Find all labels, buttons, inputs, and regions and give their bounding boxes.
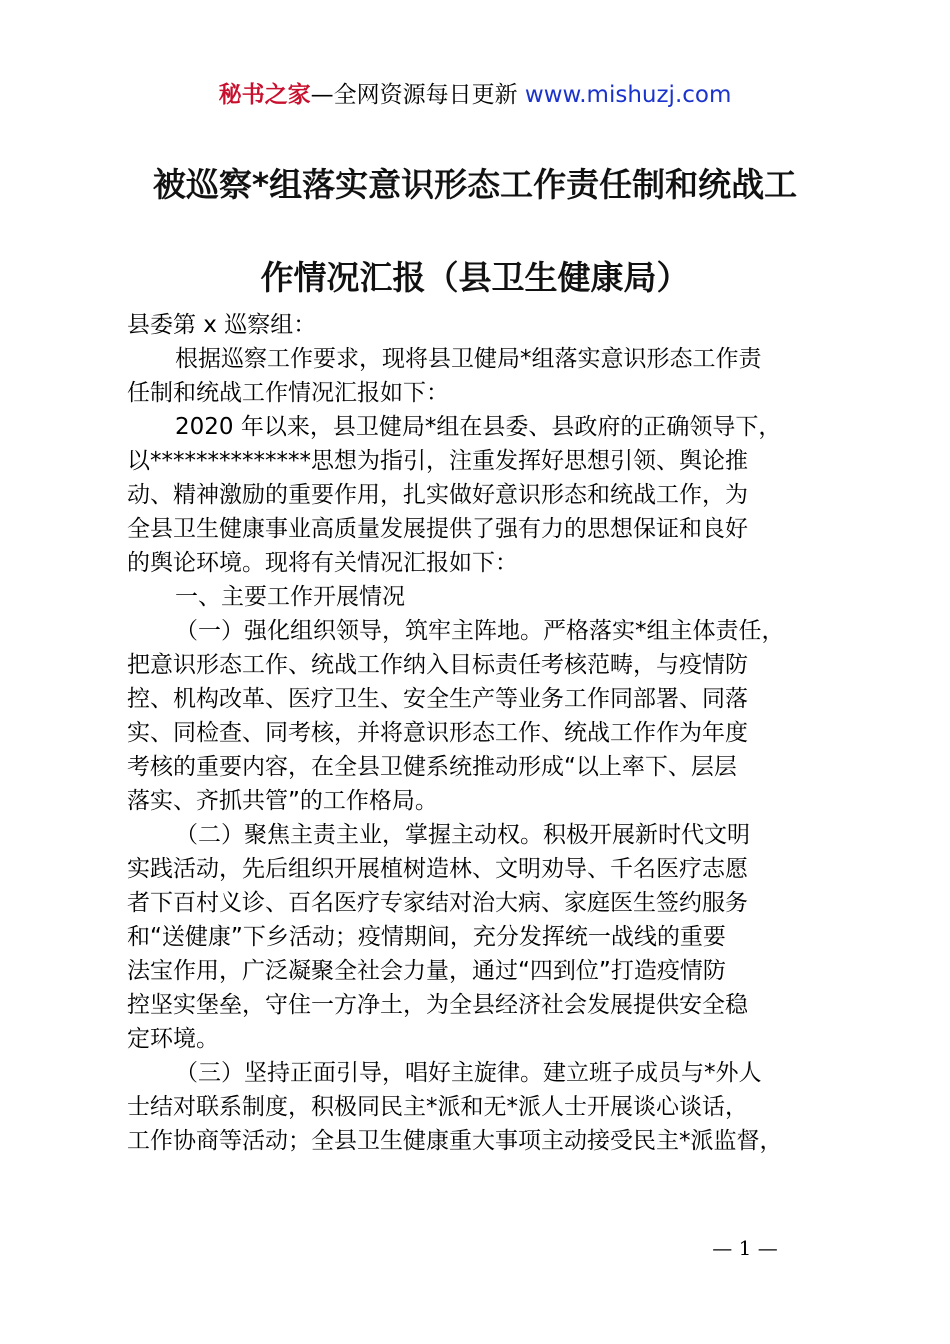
salutation: 县委第 x 巡察组： bbox=[127, 312, 317, 338]
paragraph-line: 根据巡察工作要求，现将县卫健局*组落实意识形态工作责 bbox=[175, 346, 762, 372]
paragraph-line: 落实、齐抓共管”的工作格局。 bbox=[127, 788, 438, 814]
document-title-line-2: 作情况汇报（县卫生健康局） bbox=[260, 258, 690, 297]
paragraph-line: （一）强化组织领导，筑牢主阵地。严格落实*组主体责任， bbox=[175, 618, 785, 644]
paragraph bbox=[127, 580, 867, 614]
paragraph-line: 和“送健康”下乡活动；疫情期间，充分发挥统一战线的重要 bbox=[127, 924, 726, 950]
paragraph-line: 工作协商等活动；全县卫生健康重大事项主动接受民主*派监督， bbox=[127, 1128, 783, 1154]
paragraph bbox=[127, 410, 867, 580]
paragraph bbox=[127, 1056, 867, 1158]
paragraph-line: 2020 年以来，县卫健局*组在县委、县政府的正确领导下， bbox=[175, 414, 782, 440]
site-url-link[interactable]: www.mishuzj.com bbox=[524, 82, 732, 108]
paragraph-line: 以**************思想为指引，注重发挥好思想引领、舆论推 bbox=[127, 448, 748, 474]
paragraph-line: 考核的重要内容，在全县卫健系统推动形成“以上率下、层层 bbox=[127, 754, 737, 780]
paragraph-line: 实、同检查、同考核，并将意识形态工作、统战工作作为年度 bbox=[127, 720, 748, 746]
paragraph-line: 控坚实堡垒，守住一方净土，为全县经济社会发展提供安全稳 bbox=[127, 992, 748, 1018]
paragraph-line: 控、机构改革、医疗卫生、安全生产等业务工作同部署、同落 bbox=[127, 686, 748, 712]
paragraph bbox=[127, 342, 867, 410]
paragraph-line: （三）坚持正面引导，唱好主旋律。建立班子成员与*外人 bbox=[175, 1060, 762, 1086]
paragraph-line: 实践活动，先后组织开展植树造林、文明劝导、千名医疗志愿 bbox=[127, 856, 748, 882]
site-brand: 秘书之家 bbox=[218, 82, 311, 108]
paragraph-line: 者下百村义诊、百名医疗专家结对治大病、家庭医生签约服务 bbox=[127, 890, 748, 916]
paragraph-line: 全县卫生健康事业高质量发展提供了强有力的思想保证和良好 bbox=[127, 516, 748, 542]
paragraph-line: 任制和统战工作情况汇报如下： bbox=[127, 380, 449, 406]
paragraph-line: 一、主要工作开展情况 bbox=[175, 584, 405, 610]
site-header bbox=[0, 80, 950, 110]
paragraph-line: 定环境。 bbox=[127, 1026, 219, 1052]
paragraph-line: 法宝作用，广泛凝聚全社会力量，通过“四到位”打造疫情防 bbox=[127, 958, 726, 984]
paragraph bbox=[127, 818, 867, 1056]
document-title-line-1: 被巡察*组落实意识形态工作责任制和统战工 bbox=[152, 165, 798, 204]
page-number: — 1 — bbox=[712, 1236, 778, 1260]
site-slogan: —全网资源每日更新 bbox=[310, 82, 525, 108]
paragraph-line: 把意识形态工作、统战工作纳入目标责任考核范畴，与疫情防 bbox=[127, 652, 748, 678]
paragraph-line: 的舆论环境。现将有关情况汇报如下： bbox=[127, 550, 518, 576]
paragraph-line: 士结对联系制度，积极同民主*派和无*派人士开展谈心谈话， bbox=[127, 1094, 748, 1120]
paragraph-line: （二）聚焦主责主业，掌握主动权。积极开展新时代文明 bbox=[175, 822, 750, 848]
paragraph-line: 动、精神激励的重要作用，扎实做好意识形态和统战工作，为 bbox=[127, 482, 748, 508]
document-body bbox=[127, 308, 867, 1158]
paragraph bbox=[127, 614, 867, 818]
